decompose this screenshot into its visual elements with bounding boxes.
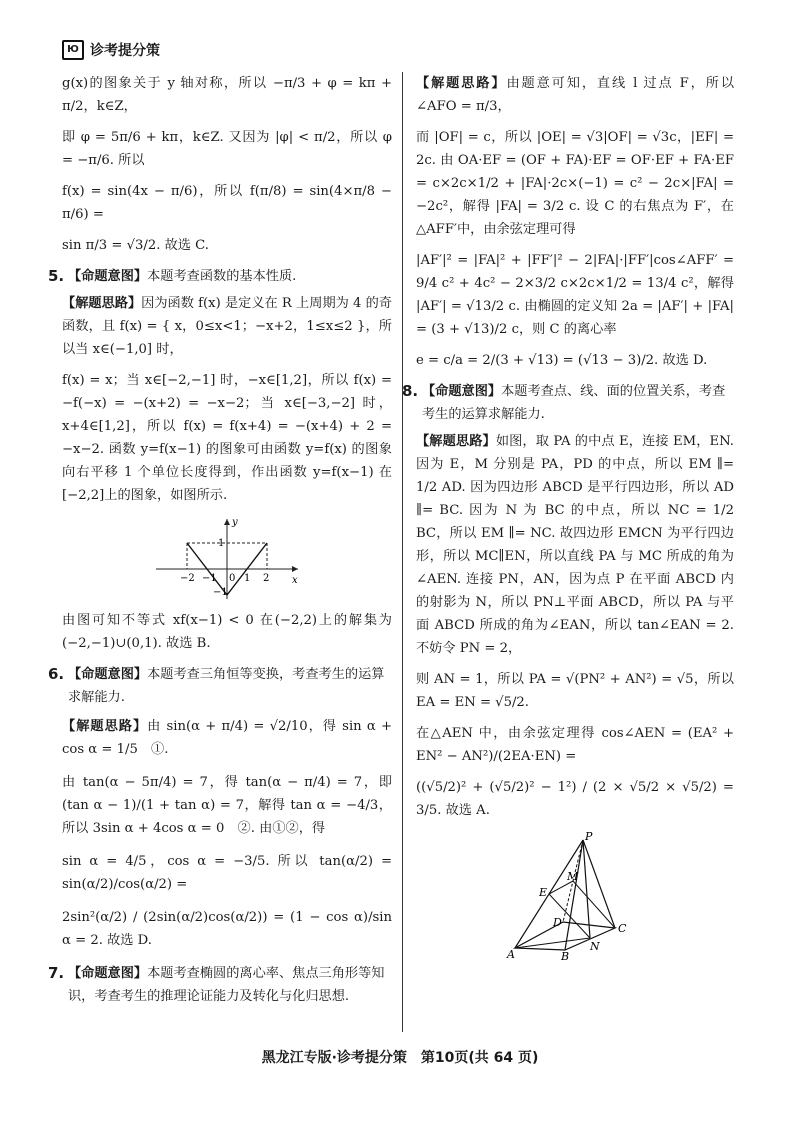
solution-line: f(x) = sin(4x − π/6)，所以 f(π/8) = sin(4×π/8 − π/6) = <box>62 184 392 222</box>
point-label: N <box>590 940 600 953</box>
solution-tag: 【解题思路】 <box>62 719 148 734</box>
x-tick-label: 2 <box>263 573 270 584</box>
x-tick-label: −1 <box>202 573 217 584</box>
intent-tag: 【命题意图】 <box>68 269 148 284</box>
y-axis-arrow-icon <box>224 519 230 525</box>
question-6-intent <box>48 663 392 709</box>
point-label: D <box>553 916 562 929</box>
x-axis-label: x <box>292 575 298 586</box>
question-5-intent <box>48 265 392 288</box>
solution-text: 由题意可知，直线 l 过点 F，所以 ∠AFO = π/3， <box>416 76 735 114</box>
solution-paragraph: 则 AN = 1，所以 PA = √(PN² + AN²) = √5，所以 EA = EN = √5/2. <box>416 672 734 710</box>
point-label: B <box>561 950 570 960</box>
x-tick-label: 0 <box>229 573 236 584</box>
solution-paragraph: e = c/a = 2/(3 + √13) = (√13 − 3)/2. 故选 D. <box>416 353 708 368</box>
left-column <box>48 72 393 1012</box>
point-label: C <box>618 922 627 935</box>
solution-paragraph: 在△AEN 中，由余弦定理得 cos∠AEN = (EA² + EN² − AN²)/(2EA·EN) = <box>416 726 734 764</box>
x-axis-arrow-icon <box>292 566 298 572</box>
solution-text: 因为函数 f(x) 是定义在 R 上周期为 4 的奇函数，且 f(x) = { x，0≤x<1；−x+2，1≤x≤2 }，所以当 x∈(−1,0] 时， <box>62 296 393 357</box>
y-tick-label: −1 <box>213 587 228 598</box>
intent-text: 本题考查三角恒等变换，考查考生的运算求解能力. <box>68 667 385 705</box>
solution-tag: 【解题思路】 <box>416 76 507 91</box>
solution-paragraph: 由图可知不等式 xf(x−1) < 0 在(−2,2)上的解集为(−2,−1)∪(0,1). 故选 B. <box>62 613 392 651</box>
intent-text: 本题考查椭圆的离心率、焦点三角形等知识，考查考生的推理论证能力及转化与化归思想. <box>68 966 385 1004</box>
y-tick-label: 1 <box>218 538 225 549</box>
segment-AN <box>515 938 590 948</box>
edge-PB <box>565 840 583 950</box>
solution-paragraph <box>416 430 734 660</box>
point-label: P <box>585 830 593 843</box>
x-tick-label: −2 <box>180 573 195 584</box>
point-label: A <box>507 948 515 960</box>
header-title: 诊考提分策 <box>90 43 160 59</box>
solution-line: 即 φ = 5π/6 + kπ，k∈Z. 又因为 |φ| < π/2，所以 φ = −π/6. 所以 <box>62 130 392 168</box>
page-header <box>62 40 160 60</box>
right-column <box>402 72 735 968</box>
function-graph-figure <box>152 515 302 601</box>
intent-tag: 【命题意图】 <box>68 966 148 981</box>
intent-tag: 【命题意图】 <box>68 667 148 682</box>
solution-paragraph <box>416 72 734 118</box>
page-footer: 黑龙江专版·诊考提分策 第10页(共 64 页) <box>261 1050 539 1066</box>
solution-paragraph: 由 tan(α − 5π/4) = 7，得 tan(α − π/4) = 7，即 (tan α − 1)/(1 + tan α) = 7，解得 tan α = −4/3，所以 3sin α + 4cos α = 0 ②. 由①②，得 <box>62 775 392 836</box>
question-number: 6. <box>48 665 65 683</box>
solution-paragraph: sin α = 4/5，cos α = −3/5. 所以 tan(α/2) = sin(α/2)/cos(α/2) = <box>62 854 392 892</box>
point-label: E <box>539 886 548 899</box>
column-divider <box>402 72 403 1032</box>
question-number: 7. <box>48 964 65 982</box>
solution-paragraph <box>62 715 392 761</box>
intent-text: 本题考查点、线、面的位置关系，考查考生的运算求解能力. <box>422 384 726 422</box>
solution-paragraph: f(x) = x；当 x∈[−2,−1] 时，−x∈[1,2]，所以 f(x) = −f(−x) = −(x+2) = −x−2；当 x∈[−3,−2] 时，x+4∈[1,2]，所以 f(x) = f(x+4) = −(x+4) + 2 = −x−2. 函数 y=f(x−1) 的图象可由函数 y=f(x) 的图象向右平移 1 个单位长度得到，作出函数 y=f(x−1) 在[−2,2]上的图象，如图所示. <box>62 373 392 503</box>
solution-tag: 【解题思路】 <box>62 296 142 311</box>
question-number: 5. <box>48 267 65 285</box>
question-number: 8. <box>402 382 419 400</box>
segment-MC <box>573 881 615 928</box>
question-8-intent <box>402 380 734 426</box>
solution-line: g(x)的图象关于 y 轴对称，所以 −π/3 + φ = kπ + π/2，k∈Z， <box>62 76 392 114</box>
solution-paragraph: ((√5/2)² + (√5/2)² − 1²) / (2 × √5/2 × √5/2) = 3/5. 故选 A. <box>416 780 734 818</box>
intent-tag: 【命题意图】 <box>422 384 502 399</box>
solution-text: 如图，取 PA 的中点 E，连接 EM，EN. 因为 E，M 分别是 PA，PD 的中点，所以 EM ∥= 1/2 AD. 因为四边形 ABCD 是平行四边形，所以 AD ∥= BC. 因为 N 为 BC 的中点，所以 NC = 1/2 BC，所以 EM ∥= NC. 故四边形 EMCN 为平行四边形，所以 MC∥EN，所以直线 PA 与 MC 所成的角为∠AEN. 连接 PN，AN，因为点 P 在平面 ABCD 内的射影为 N，所以 PN⊥平面 ABCD，所以 PA 与平面 ABCD 所成的角为∠EAN，所以 tan∠EAN = 2. 不妨令 PN = 2， <box>416 434 735 656</box>
y-axis-label: y <box>232 517 238 528</box>
brand-logo-icon: Ю <box>62 40 84 60</box>
point-label: M <box>567 870 579 883</box>
solution-paragraph: 2sin²(α/2) / (2sin(α/2)cos(α/2)) = (1 − cos α)/sin α = 2. 故选 D. <box>62 910 392 948</box>
solution-line: sin π/3 = √3/2. 故选 C. <box>62 238 209 253</box>
solution-paragraph: 而 |OF| = c，所以 |OE| = √3|OF| = √3c，|EF| = 2c. 由 OA·EF = (OF + FA)·EF = OF·EF + FA·EF = c×2c×1/2 + |FA|·2c×(−1) = c² − 2c×|FA| = −2c²，解得 |FA| = 3/2 c. 设 C 的右焦点为 F′，在△AFF′中，由余弦定理可得 <box>416 130 734 237</box>
solution-tag: 【解题思路】 <box>416 434 496 449</box>
pyramid-figure <box>505 830 645 960</box>
solution-paragraph <box>62 292 392 361</box>
x-tick-label: 1 <box>244 573 251 584</box>
solution-text: 由 sin(α + π/4) = √2/10，得 sin α + cos α = 1/5 ①. <box>62 719 392 757</box>
question-7-intent <box>48 962 392 1008</box>
intent-text: 本题考查函数的基本性质. <box>147 269 297 284</box>
solution-paragraph: |AF′|² = |FA|² + |FF′|² − 2|FA|·|FF′|cos∠AFF′ = 9/4 c² + 4c² − 2×3/2 c×2c×1/2 = 13/4 c²，解得 |AF′| = √13/2 c. 由椭圆的定义知 2a = |AF′| + |FA| = (3 + √13)/2 c，则 C 的离心率 <box>416 253 734 337</box>
